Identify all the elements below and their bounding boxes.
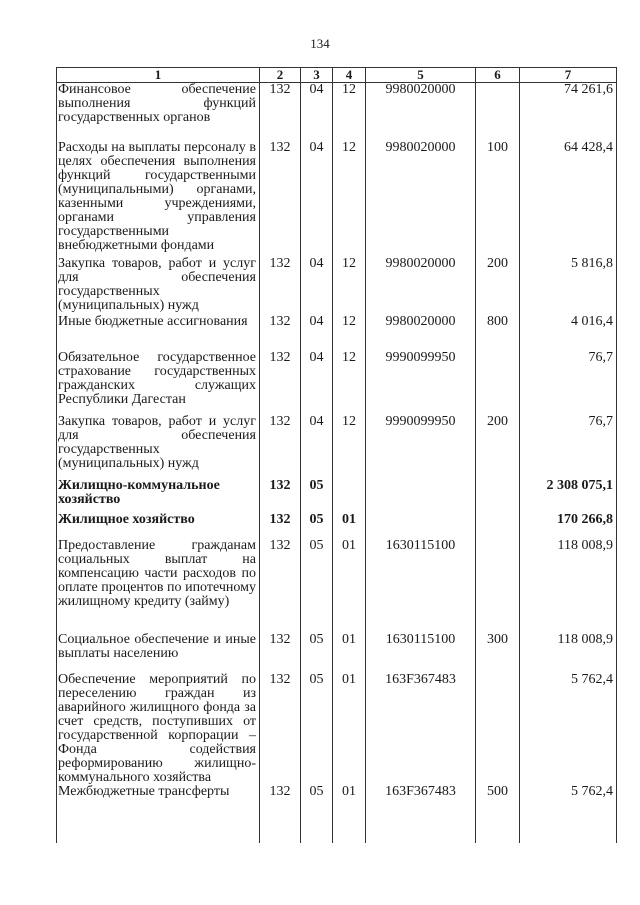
row-code-section: 04 (301, 83, 333, 141)
filler-cell (333, 825, 366, 843)
row-description: Межбюджетные трансферты (57, 785, 260, 825)
filler-cell (476, 825, 520, 843)
row-amount: 5 762,4 (520, 673, 617, 785)
header-col-4: 4 (333, 68, 366, 83)
filler-cell (260, 825, 301, 843)
filler-cell (301, 825, 333, 843)
filler-cell (366, 825, 476, 843)
row-description: Расходы на выплаты персоналу в целях обеспечения выполнения функций государственными (муниципальными) органами, казенными учреждениями, органами управления государственными внебюджетными фондами (57, 141, 260, 257)
row-description: Обеспечение мероприятий по переселению граждан из аварийного жилищного фонда за счет средств, поступивших от государственной корпорации – Фонда содействия реформированию жилищно-коммунального хозяйства (57, 673, 260, 785)
row-code-subsection: 12 (333, 415, 366, 479)
header-col-6: 6 (476, 68, 520, 83)
table-row (57, 415, 617, 479)
row-amount: 118 008,9 (520, 539, 617, 633)
header-col-5: 5 (366, 68, 476, 83)
row-amount: 76,7 (520, 351, 617, 415)
row-description: Закупка товаров, работ и услуг для обеспечения государственных (муниципальных) нужд (57, 415, 260, 479)
row-code-ministry: 132 (260, 257, 301, 315)
row-code-subsection: 01 (333, 633, 366, 673)
table-row (57, 141, 617, 257)
row-amount: 2 308 075,1 (520, 479, 617, 513)
row-code-section: 05 (301, 673, 333, 785)
row-code-ministry: 132 (260, 673, 301, 785)
row-code-section: 05 (301, 479, 333, 513)
row-code-target: 9990099950 (366, 351, 476, 415)
table-row (57, 673, 617, 785)
table-row (57, 351, 617, 415)
row-description: Социальное обеспечение и иные выплаты населению (57, 633, 260, 673)
row-amount: 74 261,6 (520, 83, 617, 141)
row-code-expense-type (476, 673, 520, 785)
row-code-expense-type (476, 539, 520, 633)
row-code-ministry: 132 (260, 415, 301, 479)
table-row (57, 257, 617, 315)
table-row (57, 513, 617, 539)
row-amount: 76,7 (520, 415, 617, 479)
row-code-target: 1630115100 (366, 539, 476, 633)
row-code-ministry: 132 (260, 83, 301, 141)
row-code-expense-type: 200 (476, 415, 520, 479)
row-code-subsection: 01 (333, 785, 366, 825)
row-code-expense-type (476, 479, 520, 513)
row-code-section: 05 (301, 633, 333, 673)
row-code-ministry: 132 (260, 479, 301, 513)
header-col-7: 7 (520, 68, 617, 83)
row-code-target: 163F367483 (366, 785, 476, 825)
table-row (57, 785, 617, 825)
row-description: Обязательное государственное страхование государственных гражданских служащих Республики Дагестан (57, 351, 260, 415)
row-description: Предоставление гражданам социальных выплат на компенсацию части расходов по оплате процентов по ипотечному жилищному кредиту (займу) (57, 539, 260, 633)
row-code-target: 9980020000 (366, 83, 476, 141)
table-row (57, 633, 617, 673)
row-amount: 4 016,4 (520, 315, 617, 351)
row-code-section: 04 (301, 257, 333, 315)
row-code-subsection: 12 (333, 257, 366, 315)
row-code-expense-type: 200 (476, 257, 520, 315)
row-code-section: 05 (301, 785, 333, 825)
row-code-expense-type (476, 513, 520, 539)
row-code-target: 9980020000 (366, 315, 476, 351)
row-code-target: 9980020000 (366, 257, 476, 315)
row-code-target: 9990099950 (366, 415, 476, 479)
row-code-subsection (333, 479, 366, 513)
row-code-subsection: 12 (333, 141, 366, 257)
row-code-section: 04 (301, 415, 333, 479)
row-code-section: 05 (301, 513, 333, 539)
row-code-target (366, 479, 476, 513)
row-code-section: 04 (301, 141, 333, 257)
row-code-ministry: 132 (260, 141, 301, 257)
row-code-expense-type (476, 351, 520, 415)
table-row (57, 83, 617, 141)
row-code-expense-type: 500 (476, 785, 520, 825)
row-description: Иные бюджетные ассигнования (57, 315, 260, 351)
filler-cell (57, 825, 260, 843)
row-code-expense-type: 100 (476, 141, 520, 257)
row-code-target (366, 513, 476, 539)
header-col-2: 2 (260, 68, 301, 83)
row-amount: 5 762,4 (520, 785, 617, 825)
row-code-subsection: 01 (333, 539, 366, 633)
row-amount: 118 008,9 (520, 633, 617, 673)
row-code-target: 163F367483 (366, 673, 476, 785)
row-code-section: 04 (301, 315, 333, 351)
table-row (57, 479, 617, 513)
row-amount: 170 266,8 (520, 513, 617, 539)
header-col-1: 1 (57, 68, 260, 83)
row-description: Жилищное хозяйство (57, 513, 260, 539)
header-row (57, 68, 617, 83)
row-code-expense-type: 800 (476, 315, 520, 351)
row-code-target: 1630115100 (366, 633, 476, 673)
table-row (57, 539, 617, 633)
row-code-ministry: 132 (260, 315, 301, 351)
row-code-subsection: 01 (333, 673, 366, 785)
row-code-ministry: 132 (260, 351, 301, 415)
row-code-subsection: 01 (333, 513, 366, 539)
row-description: Финансовое обеспечение выполнения функций государственных органов (57, 83, 260, 141)
row-code-subsection: 12 (333, 83, 366, 141)
row-code-ministry: 132 (260, 539, 301, 633)
table-row (57, 315, 617, 351)
row-description: Жилищно-коммунальное хозяйство (57, 479, 260, 513)
row-code-target: 9980020000 (366, 141, 476, 257)
table-filler-row (57, 825, 617, 843)
row-code-ministry: 132 (260, 633, 301, 673)
row-code-expense-type (476, 83, 520, 141)
page-number: 134 (310, 36, 330, 51)
budget-table (56, 67, 617, 843)
row-code-expense-type: 300 (476, 633, 520, 673)
filler-cell (520, 825, 617, 843)
row-code-section: 04 (301, 351, 333, 415)
row-amount: 64 428,4 (520, 141, 617, 257)
row-code-ministry: 132 (260, 785, 301, 825)
row-amount: 5 816,8 (520, 257, 617, 315)
row-code-subsection: 12 (333, 315, 366, 351)
row-code-section: 05 (301, 539, 333, 633)
row-description: Закупка товаров, работ и услуг для обеспечения государственных (муниципальных) нужд (57, 257, 260, 315)
header-col-3: 3 (301, 68, 333, 83)
row-code-subsection: 12 (333, 351, 366, 415)
row-code-ministry: 132 (260, 513, 301, 539)
